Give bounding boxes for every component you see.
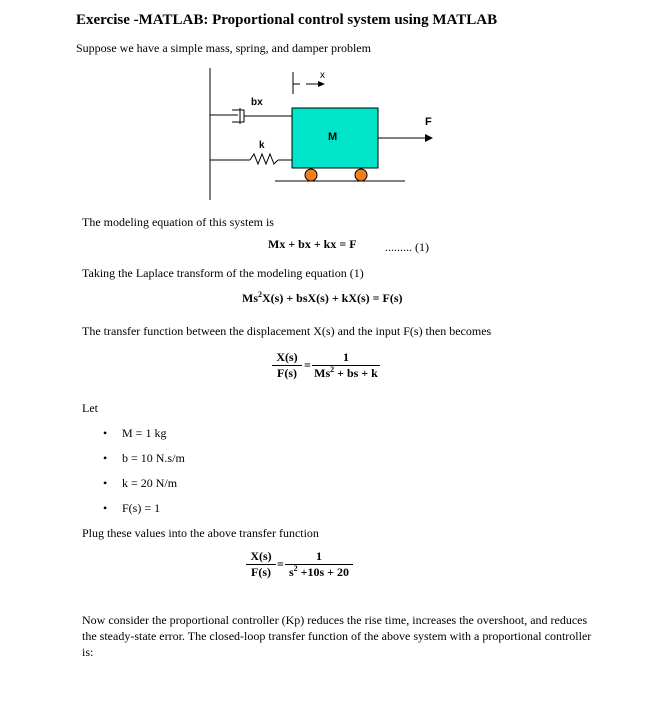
plug-text: Plug these values into the above transfer function (82, 526, 319, 540)
force-arrowhead (425, 134, 433, 142)
let-text: Let (82, 401, 98, 415)
bullet-dot: • (103, 451, 108, 465)
laplace-text: Taking the Laplace transform of the modeling equation (1) (82, 266, 364, 280)
label-F: F (425, 116, 432, 128)
tf2-den-right: $s^2 +10s + 20$ (285, 564, 353, 580)
tf1-equals: = (304, 358, 311, 372)
bullet-text: b = 10 N.s/m (122, 451, 185, 465)
bullet-item (103, 476, 178, 491)
intro-text: Suppose we have a simple mass, spring, and damper problem (76, 41, 371, 55)
tf1-left-fraction (272, 350, 302, 381)
tf2-right-fraction (285, 549, 353, 580)
bullet-dot: • (103, 426, 108, 440)
bullet-item (103, 501, 161, 516)
label-k: k (259, 140, 265, 151)
tf2-equals: = (277, 557, 284, 571)
bullet-text: F(s) = 1 (122, 501, 161, 515)
wheel-left (305, 169, 317, 181)
equation-1: Mx + bx + kx = F (268, 237, 357, 251)
page-title: Exercise -MATLAB: Proportional control system using MATLAB (76, 12, 498, 28)
bullet-text: k = 20 N/m (122, 476, 178, 490)
tf1-den-left: F(s) (272, 365, 302, 381)
tf1-num-left: X(s) (276, 350, 298, 364)
label-bx: bx (251, 97, 263, 108)
damper-cup (232, 110, 244, 122)
wheel-right (355, 169, 367, 181)
tf2-left-fraction (246, 549, 276, 580)
laplace-equation: $Ms^2X(s) + bsX(s) + kX(s) = F(s)$ (242, 290, 403, 305)
bullet-item (103, 451, 185, 466)
tf1-den-right: $Ms^2$ + bs + k (312, 365, 380, 381)
tf2-num-left: X(s) (250, 549, 272, 563)
bullet-item (103, 426, 167, 441)
transfer-function-text: The transfer function between the displacement X(s) and the input F(s) then becomes (82, 324, 492, 338)
label-M: M (328, 131, 338, 143)
equation-1-ref: ......... (1) (385, 240, 429, 254)
spring-coil (250, 154, 278, 164)
tf2-den-left: F(s) (246, 564, 276, 580)
closing-paragraph: Now consider the proportional controller (Kp) reduces the rise time, increases the overshoot, and reduces the steady-state error. The closed-loop transfer function of the above system with a proportional controller is: (82, 613, 592, 659)
bullet-dot: • (103, 501, 108, 515)
label-x: x (320, 70, 325, 81)
tf1-num-right: 1 (343, 350, 349, 364)
tf2-num-right: 1 (316, 549, 322, 563)
bullet-dot: • (103, 476, 108, 490)
displacement-arrowhead (318, 81, 325, 87)
modeling-text: The modeling equation of this system is (82, 215, 274, 229)
bullet-text: M = 1 kg (122, 426, 167, 440)
tf1-right-fraction (312, 350, 380, 381)
